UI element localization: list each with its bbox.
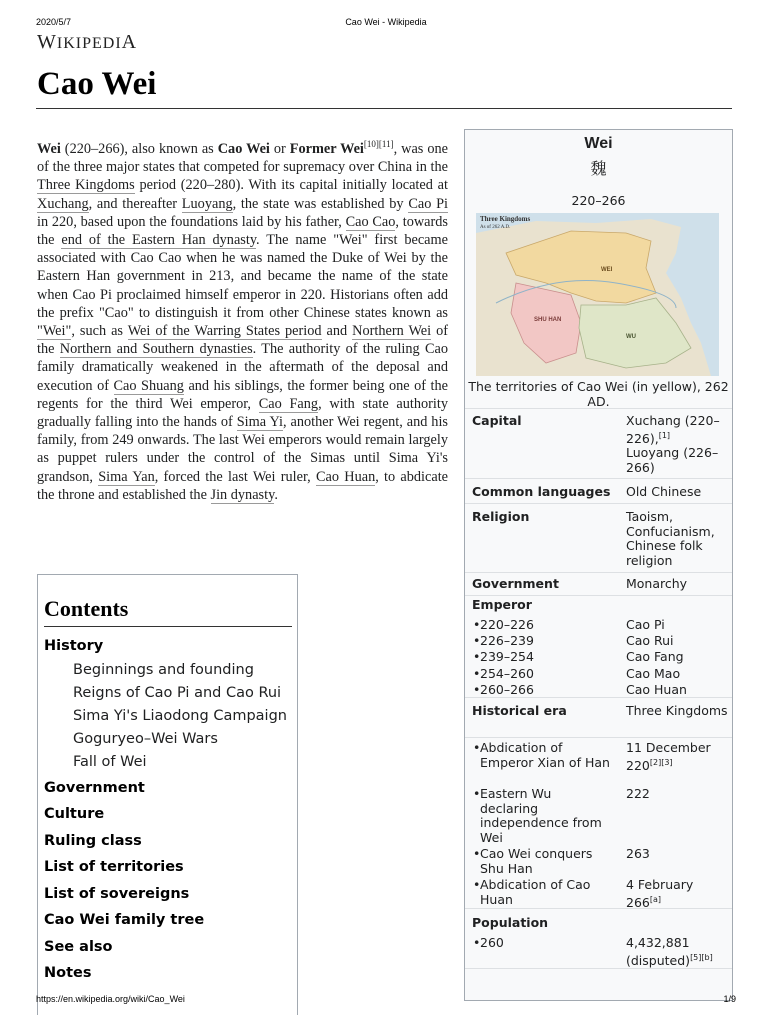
event-date xyxy=(626,878,731,910)
territory-map-graphic xyxy=(476,213,719,376)
event-name[interactable]: • Abdication of Emperor Xian of Han xyxy=(480,741,610,770)
value-languages: Old Chinese xyxy=(626,484,702,499)
value-religion: Taoism, Confucianism, Chinese folk religion xyxy=(626,509,715,568)
emperor-years: • 220–226 xyxy=(480,618,620,633)
lead-text: (220–266), also known as xyxy=(60,141,218,157)
wikipedia-wordmark: WIKIPEDIA xyxy=(37,31,138,53)
event-name[interactable]: • Eastern Wu declaring independence from Wei xyxy=(480,787,610,845)
label-languages: Common languages xyxy=(472,484,611,499)
toc-item[interactable]: List of sovereigns xyxy=(44,885,190,902)
link-eastern-han[interactable]: end of the Eastern Han dynasty xyxy=(61,232,257,249)
toc-item[interactable]: History xyxy=(44,638,104,654)
link-northern-wei[interactable]: Northern Wei xyxy=(352,323,432,340)
link-wei-disambiguation[interactable]: "Wei" xyxy=(37,323,72,340)
lead-text: , another Wei regent, and his family, from 249 onwards. The last Wei emperors would remain largely as puppet rulers under the control of the Simas until Sima Yi's grandson, xyxy=(37,414,448,485)
print-date: 2020/5/7 xyxy=(36,17,72,27)
print-url: https://en.wikipedia.org/wiki/Cao_Wei xyxy=(36,994,185,1004)
event-date-text: 263 xyxy=(626,846,650,861)
emperor-name[interactable]: Cao Mao xyxy=(626,666,681,681)
toc-subitem[interactable]: Goguryeo–Wei Wars xyxy=(73,730,218,747)
value-government: Monarchy xyxy=(626,576,688,591)
label-government: Government xyxy=(472,576,559,591)
population-number: 4,432,881 (disputed) xyxy=(626,935,691,968)
infobox-divider xyxy=(465,968,732,969)
lead-text: period (220–280). With its capital initially located at xyxy=(134,177,448,194)
link-wei-state[interactable]: Wei of the xyxy=(127,323,195,340)
map-label-shu-han: SHU HAN xyxy=(534,317,562,323)
toc-subitem[interactable]: Reigns of Cao Pi and Cao Rui xyxy=(73,684,282,701)
infobox-divider xyxy=(465,737,732,738)
toc-item[interactable]: Culture xyxy=(44,806,105,822)
title-divider xyxy=(36,108,732,109)
toc-item[interactable]: Notes xyxy=(44,965,92,981)
toc-item[interactable]: Ruling class xyxy=(44,832,142,849)
map-title: Three Kingdoms xyxy=(480,215,531,223)
link-sima-yi[interactable]: Sima Yi xyxy=(236,414,283,431)
toc-list xyxy=(44,635,294,985)
label-population: Population xyxy=(472,915,549,930)
toc-item[interactable]: List of territories xyxy=(44,859,184,875)
toc-item[interactable]: Cao Wei family tree xyxy=(44,912,205,928)
citation-ref[interactable]: [a] xyxy=(649,894,662,904)
page-title: Cao Wei xyxy=(37,66,157,102)
territory-map-image[interactable] xyxy=(476,213,719,376)
population-value xyxy=(626,936,731,968)
lead-text: , towards the xyxy=(37,213,448,249)
infobox-header xyxy=(465,130,732,179)
emperor-name[interactable]: Cao Rui xyxy=(626,633,674,648)
link-three-kingdoms[interactable]: Three Kingdoms xyxy=(37,177,135,194)
label-emperor: Emperor xyxy=(472,597,532,612)
link-warring-states[interactable]: Warring States period xyxy=(194,323,322,340)
infobox-years: 220–266 xyxy=(571,193,626,208)
map-caption: The territories of Cao Wei (in yellow), 262 AD. xyxy=(468,379,729,409)
link-cao-pi[interactable]: Cao Pi xyxy=(408,195,448,212)
infobox-divider xyxy=(465,503,732,504)
link-northern-southern-dynasties[interactable]: Northern and Southern dynasties xyxy=(59,341,253,358)
citation-ref[interactable]: [1] xyxy=(658,430,671,440)
citation-ref[interactable]: [5][b] xyxy=(690,952,713,962)
infobox-divider xyxy=(465,478,732,479)
toc-item[interactable]: Government xyxy=(44,779,145,796)
lead-text: . xyxy=(274,486,278,503)
toc-title: Contents xyxy=(44,596,129,621)
event-date xyxy=(626,741,731,773)
toc-item[interactable]: See also xyxy=(44,938,113,955)
emperor-years: • 226–239 xyxy=(480,634,620,649)
map-label-wu: WU xyxy=(626,334,636,340)
event-date-text: 222 xyxy=(626,786,650,801)
toc-subitem[interactable]: Sima Yi's Liaodong Campaign xyxy=(73,707,287,724)
toc-divider xyxy=(44,626,292,627)
capital-text-2: Luoyang (226–266) xyxy=(626,445,719,475)
label-historical-era: Historical era xyxy=(472,703,567,718)
map-subtitle: As of 262 A.D. xyxy=(480,225,511,230)
link-jin-dynasty[interactable]: Jin dynasty xyxy=(210,486,275,503)
value-historical-era: Three Kingdoms xyxy=(626,703,728,718)
link-sima-yan[interactable]: Sima Yan xyxy=(98,468,155,485)
print-page-number: 1/9 xyxy=(723,994,736,1004)
emperor-years: • 239–254 xyxy=(480,650,620,665)
event-name[interactable]: • Abdication of Cao Huan xyxy=(480,878,610,907)
link-xuchang[interactable]: Xuchang xyxy=(37,195,89,212)
infobox-divider xyxy=(465,908,732,909)
map-label-wei: WEI xyxy=(601,267,613,273)
value-capital xyxy=(626,414,731,475)
lead-text: . The authority of the ruling Cao family dramatically weakened in the aftermath of the deposal and execution of xyxy=(37,341,448,394)
event-date-text: 4 February 266 xyxy=(626,877,694,910)
event-name[interactable]: • Cao Wei conquers Shu Han xyxy=(480,847,610,876)
infobox-divider xyxy=(465,408,732,409)
lead-bold-wei: Wei xyxy=(37,141,61,157)
lead-text: and his siblings, the former being one of the regents for the third Wei emperor, xyxy=(37,377,448,412)
print-header xyxy=(36,17,736,29)
emperor-years: • 260–266 xyxy=(480,683,620,698)
citation-ref[interactable]: [2][3] xyxy=(649,757,673,767)
lead-paragraph xyxy=(37,140,448,504)
event-date xyxy=(626,847,731,862)
link-cao-fang[interactable]: Cao Fang xyxy=(258,395,319,412)
emperor-name[interactable]: Cao Fang xyxy=(626,649,684,664)
lead-text: or xyxy=(269,141,290,157)
infobox-divider xyxy=(465,595,732,596)
lead-text: of the xyxy=(37,323,449,358)
wikipedia-logo[interactable] xyxy=(37,31,137,54)
lead-text: . The name "Wei" first became associated with Cao Cao when he was named the Duke of Wei by the Eastern Han government in 213, and became the name of the state when Cao Pi proclaimed himself emperor in 220. Historians often add the prefix "Cao" to distinguish it from other Chinese states known as xyxy=(37,232,448,321)
label-capital: Capital xyxy=(472,413,522,428)
lead-text: , forced the last Wei ruler, xyxy=(154,468,316,485)
infobox-divider xyxy=(465,572,732,573)
emperor-years: • 254–260 xyxy=(480,667,620,682)
population-year: • 260 xyxy=(480,936,620,951)
infobox-divider xyxy=(465,697,732,698)
lead-text: , the state was established by xyxy=(232,195,409,212)
lead-text: , such as xyxy=(71,323,128,340)
link-cao-cao[interactable]: Cao Cao xyxy=(345,213,396,230)
link-cao-shuang[interactable]: Cao Shuang xyxy=(113,377,184,394)
capital-text: Xuchang (220–226), xyxy=(626,413,720,446)
table-of-contents xyxy=(37,574,298,1015)
emperor-name[interactable]: Cao Huan xyxy=(626,682,687,697)
citation-ref[interactable]: [10][11] xyxy=(363,139,394,150)
lead-text: , with state authority gradually falling into the hands of xyxy=(37,395,448,431)
toc-subitem[interactable]: Beginnings and founding xyxy=(73,661,254,678)
label-religion: Religion xyxy=(472,509,530,524)
lead-bold-former-wei: Former Wei xyxy=(289,141,364,157)
event-date xyxy=(626,787,731,802)
lead-text: , was one of the three major states that competed for supremacy over China in the xyxy=(37,141,448,176)
lead-text: in 220, based upon the foundations laid by his father, xyxy=(37,213,346,230)
lead-text: and xyxy=(321,323,353,340)
link-luoyang[interactable]: Luoyang xyxy=(181,195,233,212)
print-page-title: Cao Wei - Wikipedia xyxy=(345,17,427,27)
print-footer xyxy=(36,994,736,1006)
toc-subitem[interactable]: Fall of Wei xyxy=(73,753,147,770)
lead-text: , and thereafter xyxy=(88,195,182,212)
infobox-chinese-name: 魏 xyxy=(590,159,607,178)
event-date-text: 11 December 220 xyxy=(626,740,711,773)
lead-text: , to abdicate the throne and established the xyxy=(37,468,449,503)
infobox xyxy=(464,129,733,1001)
lead-bold-cao-wei: Cao Wei xyxy=(217,141,270,157)
infobox-title: Wei xyxy=(584,135,613,152)
link-cao-huan[interactable]: Cao Huan xyxy=(315,468,376,485)
emperor-name[interactable]: Cao Pi xyxy=(626,617,665,632)
